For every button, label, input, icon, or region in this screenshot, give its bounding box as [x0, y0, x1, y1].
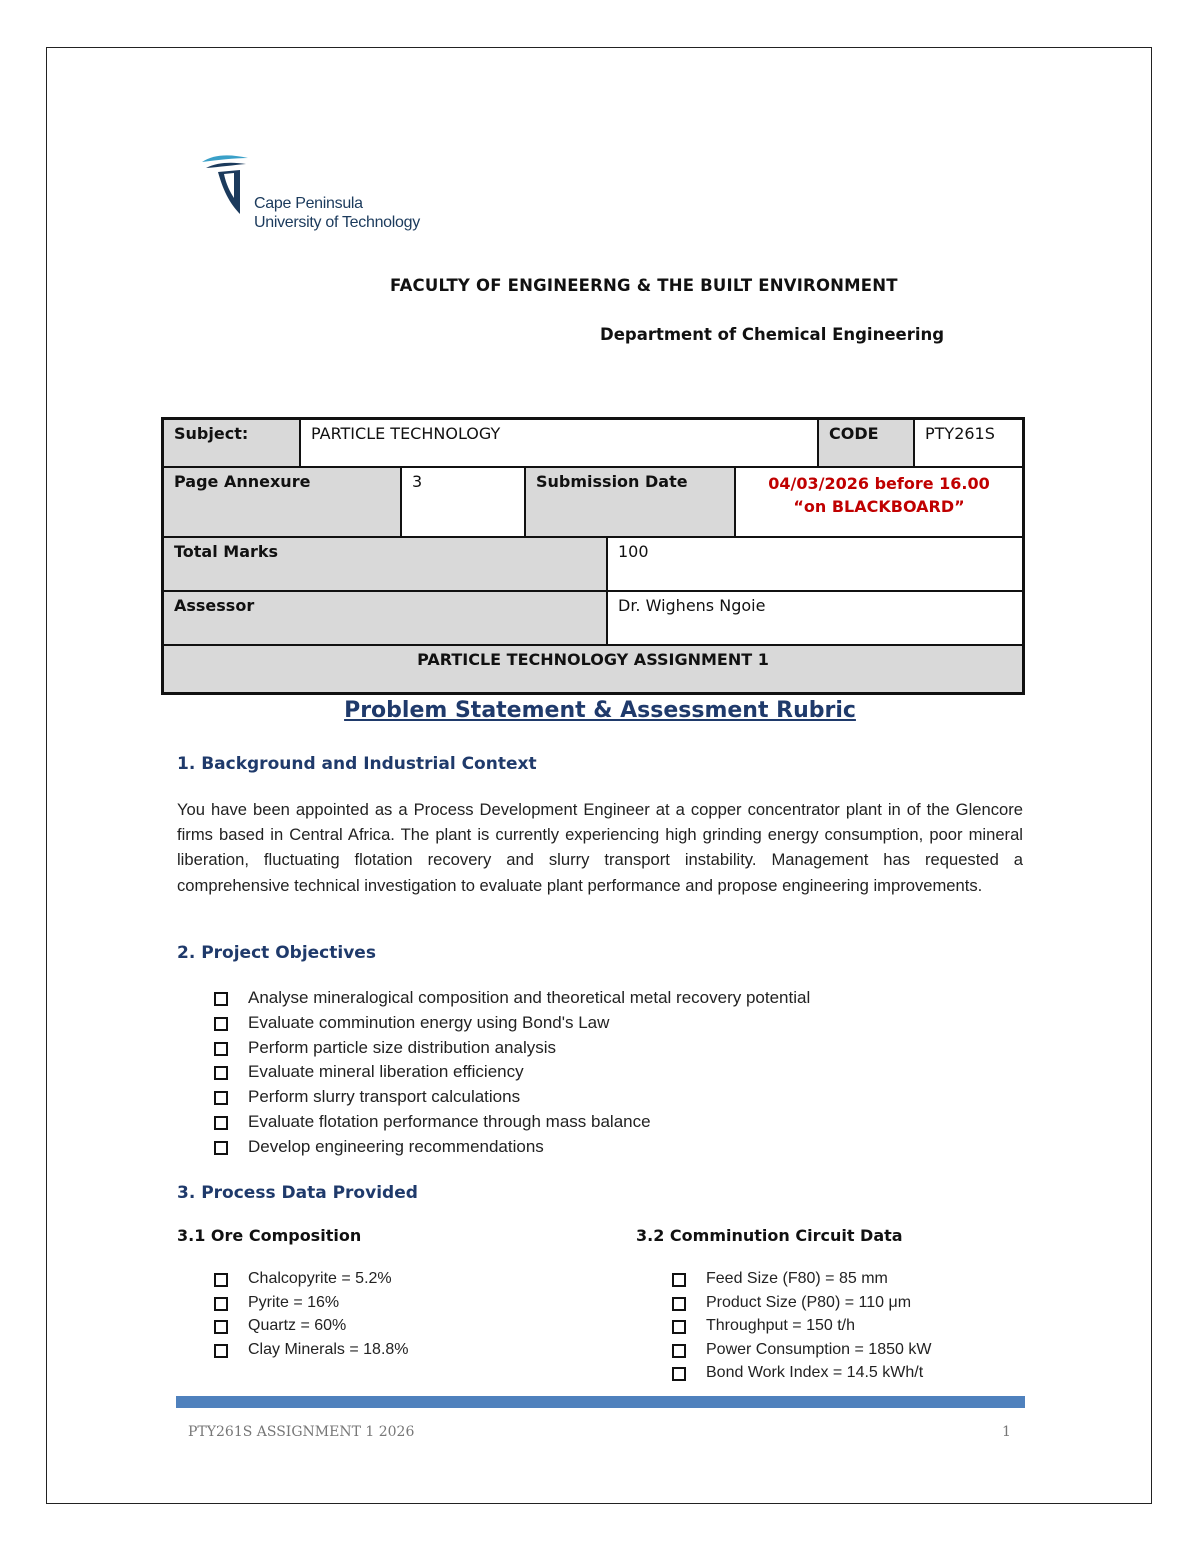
page-annexure-value: 3 — [401, 467, 525, 537]
checkbox-icon — [214, 1116, 228, 1130]
ore-item-text: Pyrite = 16% — [248, 1293, 340, 1311]
comminution-item-text: Feed Size (F80) = 85 mm — [706, 1270, 888, 1287]
total-marks-value: 100 — [607, 537, 1023, 591]
footer-bar — [176, 1396, 1025, 1408]
submission-deadline: 04/03/2026 before 16.00 — [768, 474, 990, 493]
objective-text: Evaluate comminution energy using Bond's Law — [248, 1012, 610, 1032]
page-number: 1 — [1002, 1424, 1011, 1440]
page-border — [46, 47, 1152, 1504]
main-heading — [0, 698, 1200, 723]
comminution-item-text: Throughput = 150 t/h — [706, 1317, 855, 1334]
list-item — [214, 1338, 409, 1362]
total-marks-label: Total Marks — [163, 537, 607, 591]
checkbox-icon — [214, 1344, 228, 1358]
checkbox-icon — [214, 1017, 228, 1031]
list-item — [214, 1291, 409, 1315]
submission-platform: “on BLACKBOARD” — [793, 497, 965, 516]
page-annexure-label: Page Annexure — [163, 467, 401, 537]
objective-text: Perform slurry transport calculations — [248, 1087, 521, 1107]
checkbox-icon — [672, 1367, 686, 1381]
ore-composition-list — [214, 1267, 409, 1361]
code-value: PTY261S — [914, 419, 1023, 467]
logo-line-2: University of Technology — [254, 214, 420, 231]
checkbox-icon — [214, 1141, 228, 1155]
section-2-title: 2. Project Objectives — [177, 943, 376, 963]
objective-text: Develop engineering recommendations — [248, 1136, 544, 1156]
submission-date-label: Submission Date — [525, 467, 735, 537]
subject-value: PARTICLE TECHNOLOGY — [300, 419, 818, 467]
department-title: Department of Chemical Engineering — [600, 325, 945, 344]
subject-label: Subject: — [163, 419, 300, 467]
checkbox-icon — [214, 1273, 228, 1287]
section-1-title: 1. Background and Industrial Context — [177, 754, 537, 774]
assessor-label: Assessor — [163, 591, 607, 645]
assessor-value: Dr. Wighens Ngoie — [607, 591, 1023, 645]
assignment-title: PARTICLE TECHNOLOGY ASSIGNMENT 1 — [163, 645, 1023, 693]
section-1-body: You have been appointed as a Process Development Engineer at a copper concentrator plant in of the Glencore firms based in Central Africa. The plant is currently experiencing high grinding energy consumption, poor mineral liberation, fluctuating flotation recovery and slurry transport instability. Management has requested a comprehensive technical investigation to evaluate plant performance and propose engineering improvements. — [177, 800, 1023, 895]
submission-date-value — [735, 467, 1023, 537]
list-item — [214, 1036, 810, 1061]
list-item — [214, 1314, 409, 1338]
list-item — [214, 1011, 810, 1036]
checkbox-icon — [214, 1297, 228, 1311]
university-logo — [196, 150, 426, 242]
list-item — [672, 1291, 931, 1315]
ore-item-text: Quartz = 60% — [248, 1317, 347, 1334]
objective-text: Evaluate mineral liberation efficiency — [248, 1062, 524, 1082]
checkbox-icon — [672, 1273, 686, 1287]
footer-label: PTY261S ASSIGNMENT 1 2026 — [188, 1424, 415, 1440]
list-item — [214, 1110, 810, 1135]
objective-text: Analyse mineralogical composition and theoretical metal recovery potential — [248, 988, 811, 1007]
checkbox-icon — [214, 992, 228, 1006]
ore-item-text: Chalcopyrite = 5.2% — [248, 1270, 392, 1287]
objective-text: Evaluate flotation performance through mass balance — [248, 1111, 651, 1131]
list-item — [672, 1338, 931, 1362]
main-heading-text: Problem Statement & Assessment Rubric — [344, 698, 856, 723]
list-item — [672, 1361, 931, 1385]
assignment-info-table — [161, 417, 1025, 695]
list-item — [672, 1267, 931, 1291]
comminution-item-text: Bond Work Index = 14.5 kWh/t — [706, 1364, 924, 1381]
logo-wave-icon — [196, 150, 256, 220]
list-item — [214, 1085, 810, 1110]
checkbox-icon — [672, 1344, 686, 1358]
comminution-title: 3.2 Comminution Circuit Data — [636, 1226, 903, 1245]
checkbox-icon — [672, 1320, 686, 1334]
list-item — [214, 1267, 409, 1291]
comminution-item-text: Power Consumption = 1850 kW — [706, 1340, 932, 1358]
checkbox-icon — [672, 1297, 686, 1311]
checkbox-icon — [214, 1091, 228, 1105]
checkbox-icon — [214, 1320, 228, 1334]
code-label: CODE — [818, 419, 914, 467]
list-item — [672, 1314, 931, 1338]
list-item — [214, 1060, 810, 1085]
ore-composition-title: 3.1 Ore Composition — [177, 1226, 362, 1245]
comminution-item-text: Product Size (P80) = 110 μm — [706, 1293, 912, 1311]
comminution-list — [672, 1267, 931, 1385]
objective-text: Perform particle size distribution analysis — [248, 1037, 557, 1057]
checkbox-icon — [214, 1042, 228, 1056]
checkbox-icon — [214, 1066, 228, 1080]
faculty-title: FACULTY OF ENGINEERNG & THE BUILT ENVIRONMENT — [390, 276, 898, 295]
list-item — [214, 986, 810, 1011]
section-3-title: 3. Process Data Provided — [177, 1183, 418, 1203]
ore-item-text: Clay Minerals = 18.8% — [248, 1340, 409, 1358]
list-item — [214, 1135, 810, 1160]
logo-line-1: Cape Peninsula — [254, 195, 363, 212]
objectives-list — [214, 986, 810, 1160]
